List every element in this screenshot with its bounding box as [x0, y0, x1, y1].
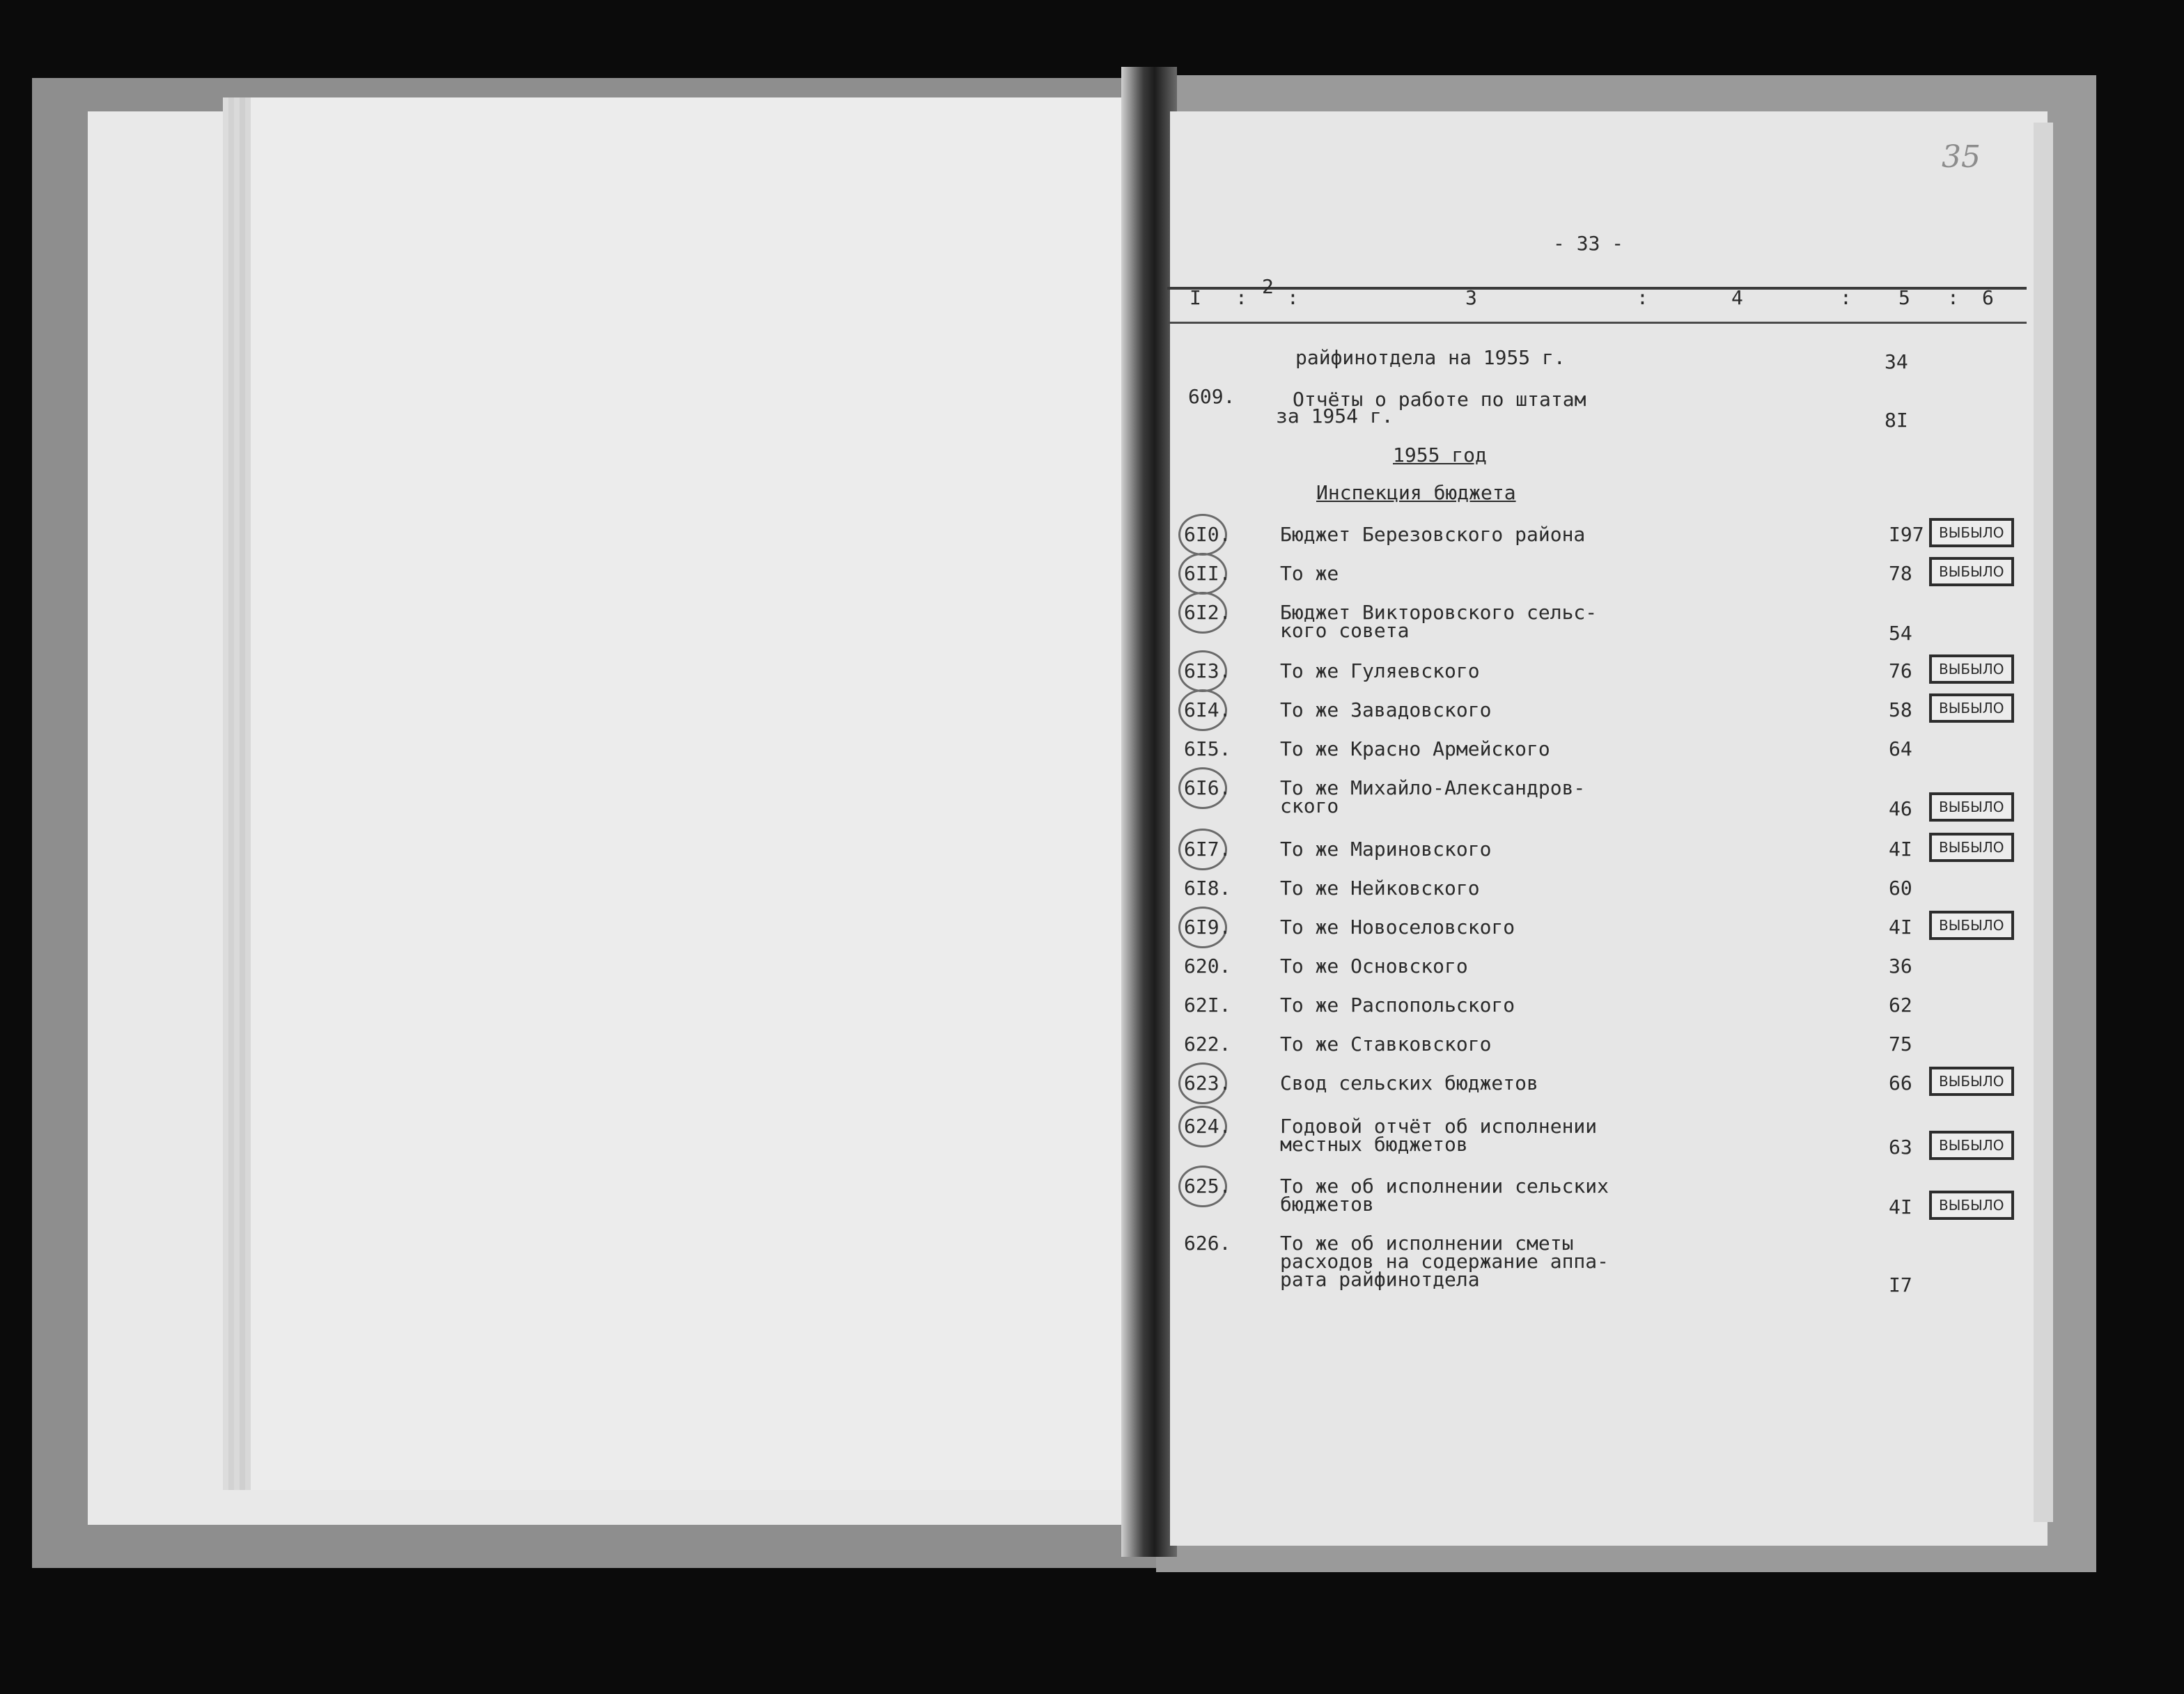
- row-title-cont: расходов на содержание аппа-: [1280, 1250, 1609, 1273]
- row-sheets: 64: [1889, 737, 1912, 760]
- page-header: - 33 -: [1553, 232, 1624, 255]
- row-sheets: 46: [1889, 797, 1912, 820]
- row-title: То же Гуляевского: [1280, 659, 1480, 682]
- row-title: То же Мариновского: [1280, 838, 1492, 861]
- row-title: То же об исполнении сметы: [1280, 1232, 1574, 1255]
- row-title: То же Красно Армейского: [1280, 737, 1550, 760]
- row-number: 625.: [1184, 1175, 1231, 1198]
- row-title-cont: бюджетов: [1280, 1193, 1374, 1216]
- row-sheets: I7: [1889, 1273, 1912, 1296]
- row-title: То же Ставковского: [1280, 1033, 1492, 1056]
- row-number: 6I4.: [1184, 698, 1231, 721]
- row-title: То же: [1280, 562, 1339, 585]
- col-sep: :: [1840, 286, 1852, 309]
- withdrawn-stamp: ВЫБЫЛО: [1929, 911, 2014, 940]
- right-page-edge: [2034, 123, 2053, 1522]
- row-number: 620.: [1184, 955, 1231, 978]
- row-sheets: 60: [1889, 877, 1912, 900]
- row-number: 624.: [1184, 1115, 1231, 1138]
- row-number: 6I3.: [1184, 659, 1231, 682]
- row-number: 622.: [1184, 1033, 1231, 1056]
- col-1: I: [1190, 286, 1201, 309]
- col-sep: :: [1287, 286, 1299, 309]
- row-sheets: 78: [1889, 562, 1912, 585]
- col-3: 3: [1465, 286, 1477, 309]
- entry-title-cont: за 1954 г.: [1276, 405, 1394, 428]
- row-sheets: 54: [1889, 622, 1912, 645]
- row-sheets: 66: [1889, 1072, 1912, 1095]
- row-title: То же Нейковского: [1280, 877, 1480, 900]
- row-title-cont: кого совета: [1280, 619, 1410, 642]
- section-heading: Инспекция бюджета: [1316, 481, 1516, 504]
- col-6: 6: [1982, 286, 1994, 309]
- row-title: То же об исполнении сельских: [1280, 1175, 1609, 1198]
- header-rule-bottom: [1167, 322, 2027, 324]
- row-number: 6I6.: [1184, 776, 1231, 799]
- col-5: 5: [1898, 286, 1910, 309]
- right-page: [1170, 111, 2048, 1546]
- row-title: То же Основского: [1280, 955, 1468, 978]
- withdrawn-stamp: ВЫБЫЛО: [1929, 1131, 2014, 1160]
- col-sep: :: [1637, 286, 1648, 309]
- withdrawn-stamp: ВЫБЫЛО: [1929, 1191, 2014, 1220]
- row-title: То же Новоселовского: [1280, 916, 1515, 939]
- continuation-sheets: 34: [1885, 350, 1908, 373]
- row-sheets: I97: [1889, 523, 1924, 546]
- withdrawn-stamp: ВЫБЫЛО: [1929, 792, 2014, 822]
- entry-title: Отчёты о работе по штатам: [1293, 388, 1586, 411]
- row-title: Бюджет Березовского района: [1280, 523, 1586, 546]
- entry-number: 609.: [1188, 385, 1235, 408]
- row-title: Годовой отчёт об исполнении: [1280, 1115, 1598, 1138]
- row-title: Свод сельских бюджетов: [1280, 1072, 1538, 1095]
- row-number: 6I7.: [1184, 838, 1231, 861]
- withdrawn-stamp: ВЫБЫЛО: [1929, 1067, 2014, 1096]
- row-sheets: 76: [1889, 659, 1912, 682]
- row-number: 6I8.: [1184, 877, 1231, 900]
- withdrawn-stamp: ВЫБЫЛО: [1929, 654, 2014, 684]
- withdrawn-stamp: ВЫБЫЛО: [1929, 693, 2014, 723]
- row-sheets: 4I: [1889, 838, 1912, 861]
- row-sheets: 4I: [1889, 916, 1912, 939]
- row-sheets: 58: [1889, 698, 1912, 721]
- row-number: 6I9.: [1184, 916, 1231, 939]
- row-number: 6I5.: [1184, 737, 1231, 760]
- row-title: То же Михайло-Александров-: [1280, 776, 1586, 799]
- row-title: То же Распопольского: [1280, 994, 1515, 1017]
- row-title: Бюджет Викторовского сельс-: [1280, 601, 1598, 624]
- row-number: 626.: [1184, 1232, 1231, 1255]
- row-title-cont: местных бюджетов: [1280, 1133, 1468, 1156]
- row-sheets: 63: [1889, 1136, 1912, 1159]
- continuation-text: райфинотдела на 1955 г.: [1295, 346, 1566, 369]
- row-number: 62I.: [1184, 994, 1231, 1017]
- entry-sheets: 8I: [1885, 409, 1908, 432]
- row-title-cont: рата райфинотдела: [1280, 1268, 1480, 1291]
- handwritten-page-number: 35: [1942, 139, 1981, 175]
- left-page-stack: [251, 97, 1128, 1490]
- row-title-cont: ского: [1280, 794, 1339, 817]
- row-sheets: 62: [1889, 994, 1912, 1017]
- row-sheets: 4I: [1889, 1195, 1912, 1218]
- book-spine: [1121, 67, 1177, 1557]
- withdrawn-stamp: ВЫБЫЛО: [1929, 557, 2014, 586]
- col-4: 4: [1731, 286, 1743, 309]
- row-number: 623.: [1184, 1072, 1231, 1095]
- row-number: 6I2.: [1184, 601, 1231, 624]
- withdrawn-stamp: ВЫБЫЛО: [1929, 518, 2014, 547]
- row-number: 6I0.: [1184, 523, 1231, 546]
- col-sep: :: [1235, 286, 1247, 309]
- col-2: 2: [1262, 275, 1274, 298]
- col-sep: :: [1947, 286, 1959, 309]
- row-title: То же Завадовского: [1280, 698, 1492, 721]
- row-sheets: 36: [1889, 955, 1912, 978]
- row-sheets: 75: [1889, 1033, 1912, 1056]
- year-heading: 1955 год: [1393, 444, 1487, 466]
- row-number: 6II.: [1184, 562, 1231, 585]
- withdrawn-stamp: ВЫБЫЛО: [1929, 833, 2014, 862]
